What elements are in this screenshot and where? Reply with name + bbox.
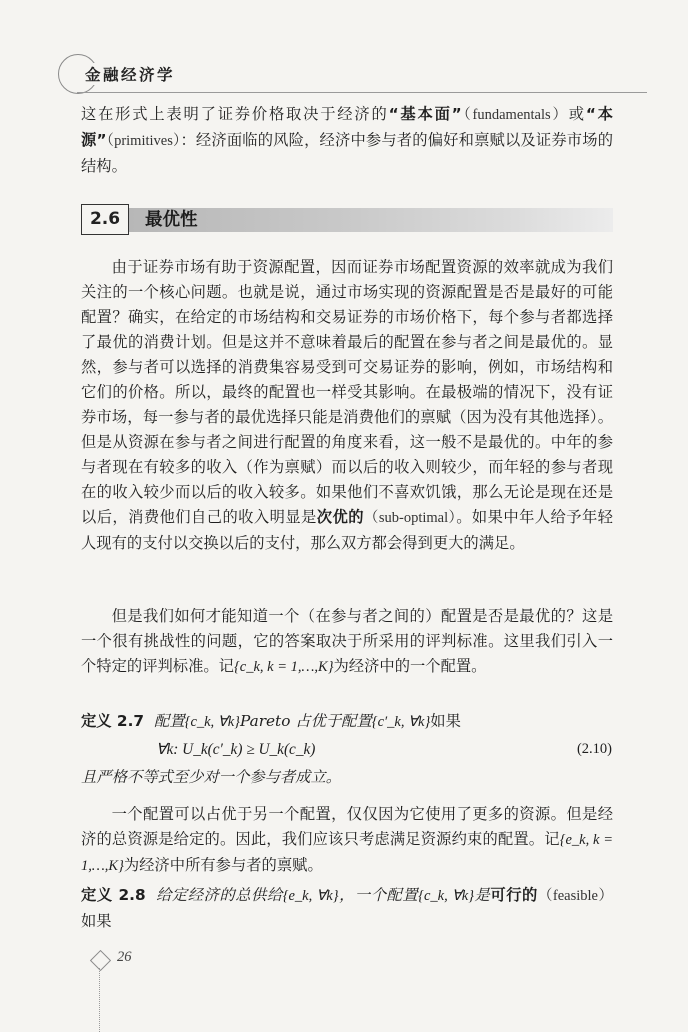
equation-2-10 xyxy=(156,737,612,762)
definition-2-8 xyxy=(81,883,613,934)
header-rule xyxy=(77,92,647,93)
definition-text: 配置 xyxy=(154,712,185,730)
term-feasible-en: （feasible） xyxy=(537,888,613,904)
definition-math: {c′_k, ∀k} xyxy=(371,714,431,730)
allocation-math: {c_k, k = 1,…,K} xyxy=(233,659,334,675)
body-paragraph-resources xyxy=(81,802,613,879)
paragraph-text: 但是我们如何才能知道一个（在参与者之间的）配置是否是最优的？这是一个很有挑战性的问题，它的答案取决于所采用的评判标准。这里我们引入一个特定的评判标准。记 xyxy=(81,607,613,675)
book-title: 金融经济学 xyxy=(82,63,178,85)
paragraph-text: 。如果中年人给予年轻人现有的支付以交换以后的支付，那么双方都会得到更大的满足。 xyxy=(81,508,613,552)
paragraph-text: 由于证券市场有助于资源配置，因而证券市场配置资源的效率就成为我们关注的一个核心问题。也就是说，通过市场实现的资源配置是否是最好的可能配置？确实，在给定的市场结构和交易证券的市场价格下，每个参与者都选择了最优的消费计划。但是这并不意味着最后的配置在参与者之间是最优的。显然，参与者可以选择的消费集容易受到可交易证券的影响，例如，市场结构和它们的价格。所以，最终的配置也一样受其影响。在最极端的情况下，没有证券市场，每一参与者的最优选择只能是消费他们的禀赋（因为没有其他选择）。但是从资源在参与者之间进行配置的角度来看，这一般不是最优的。中年的参与者现在有较多的收入（作为禀赋）而以后的收入则较少，而年轻的参与者现在的收入较少而以后的收入较多。如果他们不喜欢饥饿，那么无论是现在还是以后，消费他们自己的收入明显是 xyxy=(81,258,613,526)
term-fundamentals: “基本面” xyxy=(388,105,462,123)
term-sub-optimal: 次优的 xyxy=(316,508,364,526)
definition-text: 是 xyxy=(474,886,491,904)
equation-number: (2.10) xyxy=(576,741,612,757)
definition-condition xyxy=(81,765,613,790)
endowment-math: {e_k, k = 1,…,K} xyxy=(81,832,613,874)
definition-condition-text: 且严格不等式至少对一个参与者成立。 xyxy=(81,768,342,786)
page-number: 26 xyxy=(117,949,132,965)
running-header xyxy=(58,54,658,94)
section-heading-band xyxy=(129,208,613,232)
term-feasible: 可行的 xyxy=(490,886,538,904)
section-title: 最优性 xyxy=(145,210,198,230)
definition-2-7 xyxy=(81,709,613,735)
paragraph-text: 为经济中所有参与者的禀赋。 xyxy=(123,856,323,874)
definition-math: {c_k, ∀k} xyxy=(418,888,475,904)
intro-text: ：经济面临的风险，经济中参与者的偏好和禀赋以及证券市场的结构。 xyxy=(81,131,613,175)
footer-diamond-ornament xyxy=(90,950,111,971)
term-primitives: “本源” xyxy=(81,105,613,149)
paragraph-text: 为经济中的一个配置。 xyxy=(333,657,487,675)
definition-math: {c_k, ∀k} xyxy=(184,714,240,730)
body-paragraph-efficiency xyxy=(81,255,613,556)
section-heading xyxy=(81,204,613,235)
body-paragraph-criterion xyxy=(81,604,613,680)
intro-text: 或 xyxy=(568,105,586,123)
footer-dotted-rule xyxy=(99,968,100,1032)
equation-body: ∀k: U_k(c′_k) ≥ U_k(c_k) xyxy=(156,741,316,758)
intro-paragraph xyxy=(81,102,613,179)
term-fundamentals-en: （fundamentals） xyxy=(461,107,569,123)
definition-text: 如果 xyxy=(430,712,461,730)
section-number: 2.6 xyxy=(81,204,129,235)
intro-text: 这在形式上表明了证券价格取决于经济的 xyxy=(81,105,389,123)
definition-label: 定义 2.7 xyxy=(81,712,145,730)
term-primitives-en: （primitives） xyxy=(106,133,181,149)
definition-text: 给定经济的总供给 xyxy=(155,886,283,904)
paragraph-text: 一个配置可以占优于另一个配置，仅仅因为它使用了更多的资源。但是经济的总资源是给定的。因此，我们应该只考虑满足资源约束的配置。记 xyxy=(81,805,613,848)
definition-text: ，一个配置 xyxy=(338,886,419,904)
definition-text: Pareto 占优于配置 xyxy=(239,712,372,730)
definition-label: 定义 2.8 xyxy=(81,886,146,904)
term-sub-optimal-en: （sub-optimal） xyxy=(363,510,457,526)
definition-math: {e_k, ∀k} xyxy=(282,888,339,904)
definition-text: 如果 xyxy=(81,912,112,930)
